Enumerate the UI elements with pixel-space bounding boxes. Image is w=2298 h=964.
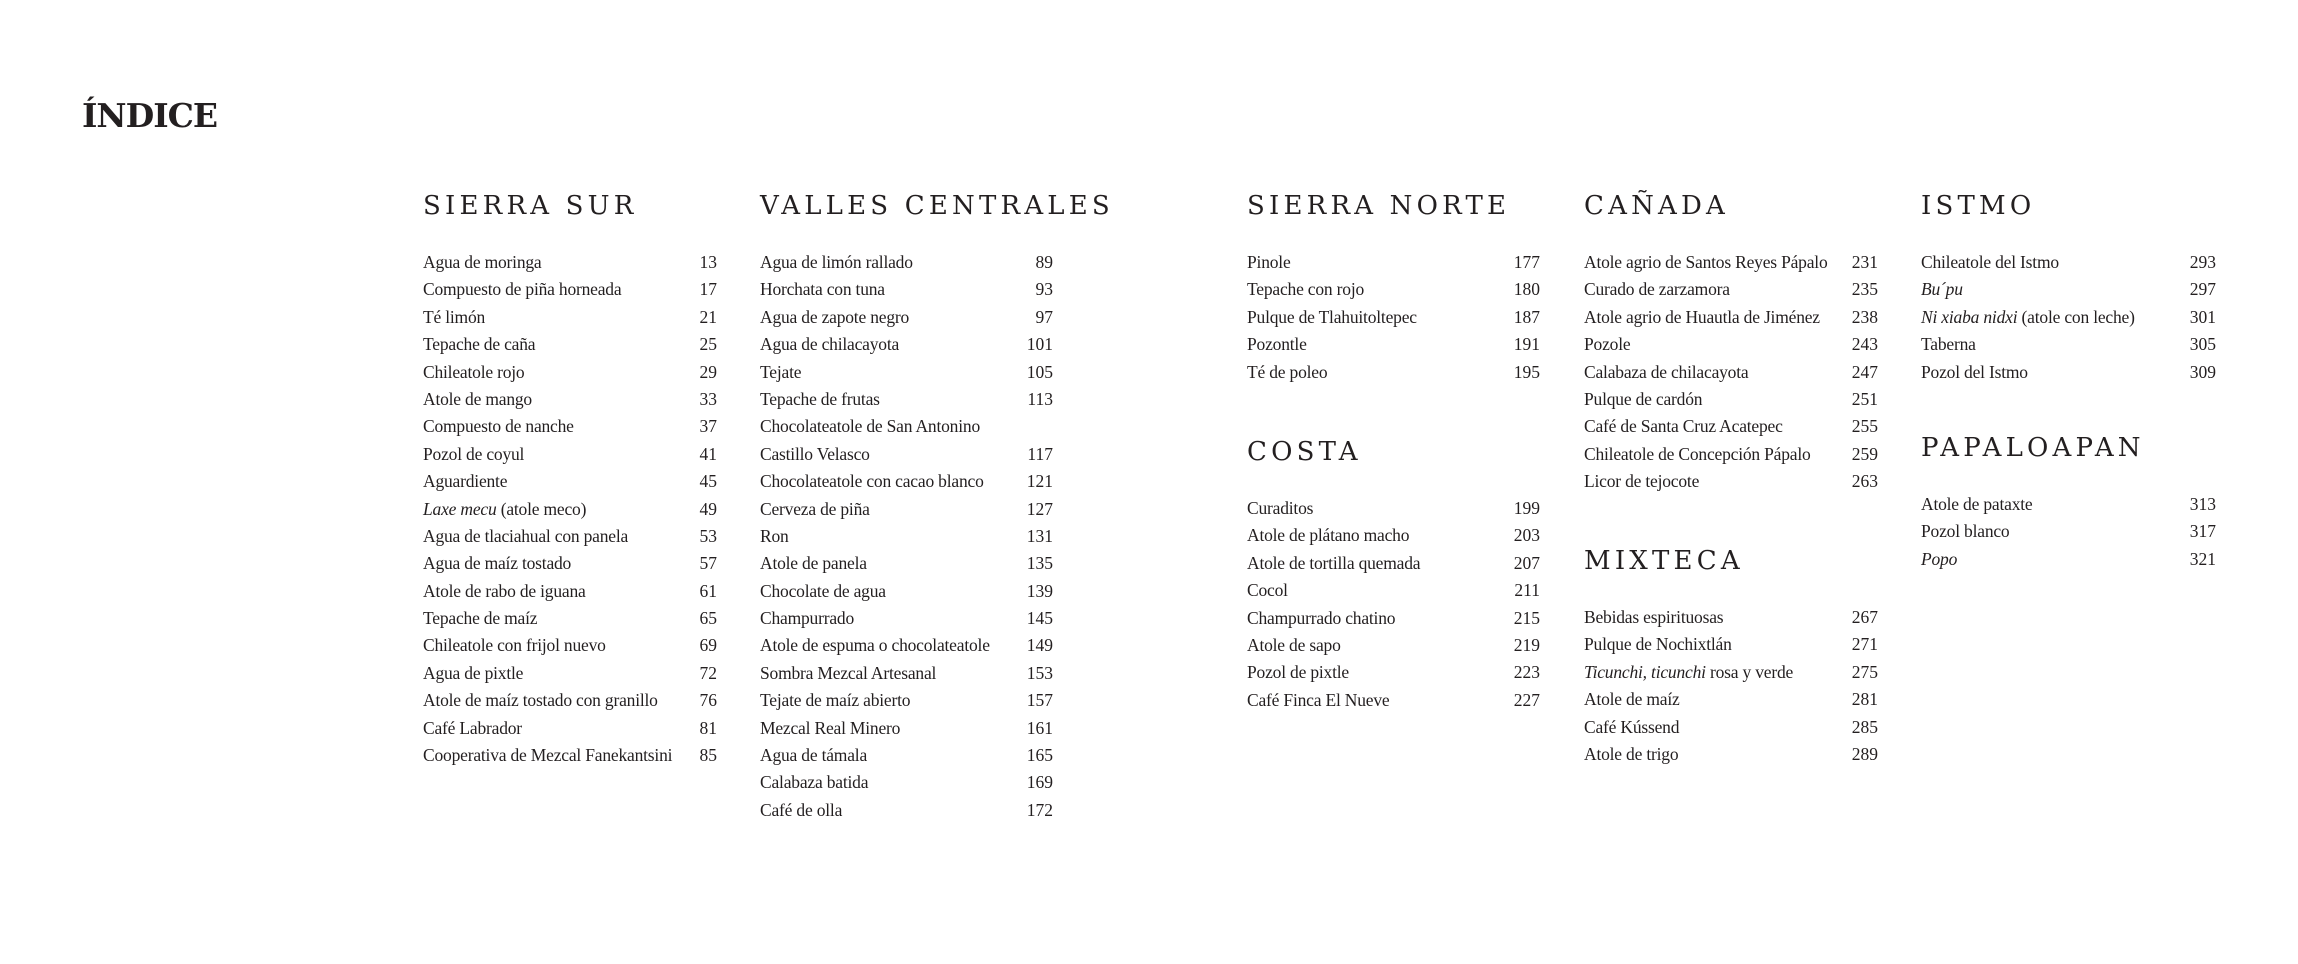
entry-page-number: 180	[1513, 279, 1540, 300]
entry-page-number: 203	[1513, 525, 1540, 546]
index-entry	[760, 413, 1053, 440]
entry-page-number: 211	[1514, 580, 1540, 601]
entry-title: Ron	[760, 525, 789, 546]
index-entry	[423, 249, 717, 276]
entry-title: Chileatole de Concepción Pápalo	[1584, 443, 1811, 464]
entry-title: Tepache de caña	[423, 334, 536, 355]
entry-title: Café Kússend	[1584, 716, 1680, 737]
index-entry	[1247, 249, 1540, 276]
index-entry	[1584, 331, 1878, 358]
entry-title-rest: (atole meco)	[496, 498, 587, 519]
index-entry	[1247, 687, 1540, 714]
entry-page-number: 275	[1851, 661, 1878, 682]
entry-title: Taberna	[1921, 334, 1976, 355]
entry-title: Pulque de Tlahuitoltepec	[1247, 306, 1417, 327]
entry-title: Chileatole rojo	[423, 361, 525, 382]
entry-page-number: 29	[699, 361, 717, 382]
entry-title: Pozol de coyul	[423, 443, 525, 464]
index-entry	[1584, 304, 1878, 331]
entry-title: Atole agrio de Santos Reyes Pápalo	[1584, 252, 1828, 272]
index-entry	[1247, 359, 1540, 386]
entry-title: Café Finca El Nueve	[1247, 689, 1390, 710]
entry-page-number: 321	[2189, 548, 2216, 569]
entry-page-number: 301	[2189, 306, 2216, 327]
index-entry	[1247, 276, 1540, 303]
entry-page-number: 313	[2189, 494, 2216, 514]
entry-title: Tepache con rojo	[1247, 279, 1365, 300]
entry-title: Agua de tlaciahual con panela	[423, 525, 629, 546]
entry-page-number: 97	[1035, 306, 1053, 327]
entry-title: Chileatole con frijol nuevo	[423, 635, 606, 656]
entry-page-number: 135	[1026, 553, 1053, 574]
index-entry	[1247, 304, 1540, 331]
entry-page-number: 235	[1851, 279, 1878, 300]
entry-title: Pulque de cardón	[1584, 388, 1703, 409]
entry-page-number: 231	[1851, 252, 1878, 272]
entry-title: Calabaza de chilacayota	[1584, 361, 1749, 382]
index-entry	[423, 660, 717, 687]
entry-page-number: 93	[1035, 279, 1053, 300]
entry-page-number: 223	[1513, 662, 1540, 683]
entry-page-number: 105	[1026, 361, 1053, 382]
entry-page-number: 41	[699, 443, 717, 464]
index-entry	[1584, 686, 1878, 713]
entry-page-number: 263	[1851, 471, 1878, 492]
entry-title: Chileatole del Istmo	[1921, 252, 2059, 272]
entry-page-number: 238	[1851, 306, 1878, 327]
index-entry	[760, 304, 1053, 331]
entry-page-number: 131	[1026, 525, 1053, 546]
entry-title: Pozole	[1584, 334, 1631, 355]
entry-list	[1247, 495, 1540, 714]
section-canada	[1584, 188, 1878, 496]
index-entry	[423, 468, 717, 495]
index-entry	[1584, 441, 1878, 468]
entry-page-number: 207	[1513, 552, 1540, 573]
entry-title: Té limón	[423, 306, 486, 327]
entry-page-number: 169	[1026, 772, 1053, 793]
index-entry	[423, 276, 717, 303]
entry-list	[1921, 491, 2216, 573]
entry-page-number: 195	[1513, 361, 1540, 382]
entry-title-italic: Bu´pu	[1921, 279, 1963, 300]
index-entry	[1584, 249, 1878, 276]
section-sierra-sur	[423, 188, 717, 769]
entry-page-number: 37	[699, 416, 717, 437]
index-entry	[1584, 276, 1878, 303]
entry-title: Pozol del Istmo	[1921, 361, 2028, 382]
index-entry	[423, 715, 717, 742]
section-title: MIXTECA	[1584, 546, 1744, 576]
index-entry	[760, 359, 1053, 386]
entry-page-number: 289	[1851, 743, 1878, 764]
section-istmo	[1921, 188, 2216, 386]
entry-title: Licor de tejocote	[1584, 471, 1700, 492]
index-entry	[1584, 631, 1878, 658]
entry-title: Atole de plátano macho	[1247, 525, 1410, 546]
index-entry	[1921, 331, 2216, 358]
section-title: VALLES CENTRALES	[760, 191, 1114, 221]
entry-title: Atole de mango	[423, 388, 532, 409]
index-entry	[1584, 359, 1878, 386]
entry-title	[1584, 659, 1793, 686]
index-entry	[760, 468, 1053, 495]
index-entry	[1921, 546, 2216, 573]
entry-page-number: 317	[2189, 521, 2216, 542]
entry-title: Pozol de pixtle	[1247, 662, 1349, 683]
index-entry	[423, 578, 717, 605]
section-costa	[1247, 434, 1540, 714]
index-entry	[1247, 331, 1540, 358]
entry-list	[1921, 249, 2216, 386]
entry-page-number: 81	[699, 717, 717, 738]
section-title: SIERRA NORTE	[1247, 191, 1511, 221]
entry-page-number: 297	[2189, 279, 2216, 300]
entry-title: Tepache de frutas	[760, 388, 880, 409]
entry-title: Pozol blanco	[1921, 521, 2010, 542]
index-entry	[760, 249, 1053, 276]
entry-page-number: 153	[1026, 662, 1053, 683]
entry-page-number: 305	[2189, 334, 2216, 355]
index-entry	[760, 632, 1053, 659]
entry-page-number: 17	[699, 279, 717, 300]
page-title: ÍNDICE	[82, 96, 218, 135]
entry-page-number: 199	[1513, 498, 1540, 518]
entry-page-number: 157	[1026, 690, 1053, 711]
entry-page-number: 255	[1851, 416, 1878, 437]
entry-page-number: 215	[1513, 607, 1540, 628]
entry-page-number: 149	[1026, 635, 1053, 656]
entry-title: Atole de espuma o chocolateatole	[760, 635, 990, 656]
entry-page-number: 117	[1027, 443, 1053, 464]
entry-page-number: 172	[1026, 799, 1053, 820]
entry-page-number: 251	[1851, 388, 1878, 409]
index-entry	[423, 742, 717, 769]
entry-page-number: 13	[699, 252, 717, 272]
entry-title: Curado de zarzamora	[1584, 279, 1730, 300]
index-entry	[423, 386, 717, 413]
entry-page-number: 187	[1513, 306, 1540, 327]
entry-page-number: 227	[1513, 689, 1540, 710]
index-entry	[1247, 495, 1540, 522]
index-entry	[423, 496, 717, 523]
entry-title-italic: Ni xiaba nidxi	[1921, 306, 2018, 327]
entry-page-number: 271	[1851, 634, 1878, 655]
entry-page-number: 21	[699, 306, 717, 327]
entry-title: Mezcal Real Minero	[760, 717, 901, 738]
entry-page-number: 191	[1513, 334, 1540, 355]
entry-title: Café de olla	[760, 799, 843, 820]
index-entry	[423, 632, 717, 659]
entry-title: Calabaza batida	[760, 772, 869, 793]
section-papaloapan	[1921, 430, 2216, 573]
entry-page-number: 65	[699, 608, 717, 629]
index-entry	[423, 687, 717, 714]
entry-page-number: 76	[699, 690, 717, 711]
entry-page-number: 293	[2189, 252, 2216, 272]
entry-list	[1584, 604, 1878, 768]
entry-title: Champurrado chatino	[1247, 607, 1396, 628]
entry-title: Agua de limón rallado	[760, 252, 913, 272]
index-entry	[423, 413, 717, 440]
entry-title: Atole de trigo	[1584, 743, 1679, 764]
entry-title: Atole de pataxte	[1921, 494, 2033, 514]
entry-title: Bebidas espirituosas	[1584, 607, 1724, 627]
entry-title: Compuesto de piña horneada	[423, 279, 622, 300]
index-entry	[760, 441, 1053, 468]
index-entry	[760, 715, 1053, 742]
entry-title: Tejate	[760, 361, 802, 382]
index-entry	[760, 687, 1053, 714]
entry-title-italic: Laxe mecu	[423, 498, 497, 519]
index-entry	[760, 550, 1053, 577]
index-entry	[1247, 522, 1540, 549]
entry-title: Chocolateatole de San Antonino	[760, 416, 980, 437]
entry-title: Atole de tortilla quemada	[1247, 552, 1421, 573]
index-entry	[1247, 659, 1540, 686]
entry-page-number: 177	[1513, 252, 1540, 272]
index-entry	[760, 276, 1053, 303]
entry-title: Agua de támala	[760, 745, 868, 766]
index-entry	[760, 523, 1053, 550]
index-entry	[1921, 304, 2216, 331]
entry-title: Cocol	[1247, 580, 1288, 601]
entry-title: Atole de maíz tostado con granillo	[423, 690, 658, 711]
entry-title: Tepache de maíz	[423, 608, 538, 629]
entry-page-number: 72	[699, 662, 717, 683]
entry-page-number: 69	[699, 635, 717, 656]
section-mixteca	[1584, 543, 1878, 768]
entry-page-number: 85	[699, 745, 717, 766]
section-valles-centrales	[760, 188, 1114, 824]
index-entry	[1584, 659, 1878, 686]
entry-title: Café de Santa Cruz Acatepec	[1584, 416, 1783, 437]
index-entry	[1584, 386, 1878, 413]
index-entry	[423, 331, 717, 358]
entry-list	[1584, 249, 1878, 496]
entry-page-number: 113	[1027, 388, 1053, 409]
entry-title: Chocolateatole con cacao blanco	[760, 471, 984, 492]
entry-title: Pozontle	[1247, 334, 1307, 355]
index-entry	[760, 797, 1053, 824]
entry-title: Atole agrio de Huautla de Jiménez	[1584, 306, 1820, 327]
entry-page-number: 139	[1026, 580, 1053, 601]
index-entry	[760, 386, 1053, 413]
index-entry	[760, 742, 1053, 769]
entry-title	[1921, 546, 1957, 573]
entry-page-number: 247	[1851, 361, 1878, 382]
entry-title: Pinole	[1247, 252, 1291, 272]
index-entry	[760, 769, 1053, 796]
entry-page-number: 45	[699, 471, 717, 492]
entry-title: Atole de panela	[760, 553, 867, 574]
entry-title: Pulque de Nochixtlán	[1584, 634, 1732, 655]
entry-page-number: 165	[1026, 745, 1053, 766]
entry-page-number: 53	[699, 525, 717, 546]
index-entry	[760, 331, 1053, 358]
entry-title-italic: Popo	[1921, 548, 1958, 569]
entry-page-number: 25	[699, 334, 717, 355]
entry-page-number: 61	[699, 580, 717, 601]
entry-page-number: 259	[1851, 443, 1878, 464]
index-entry	[1584, 604, 1878, 631]
entry-page-number: 49	[699, 498, 717, 519]
index-entry	[423, 304, 717, 331]
index-entry	[423, 550, 717, 577]
entry-page-number: 285	[1851, 716, 1878, 737]
index-entry	[1921, 359, 2216, 386]
index-entry	[1247, 605, 1540, 632]
entry-list	[1247, 249, 1540, 386]
index-entry	[423, 523, 717, 550]
index-entry	[1247, 577, 1540, 604]
entry-title	[1921, 276, 1963, 303]
entry-title: Champurrado	[760, 608, 855, 629]
entry-title-rest: rosa y verde	[1705, 661, 1794, 682]
entry-title: Horchata con tuna	[760, 279, 885, 300]
entry-page-number: 219	[1513, 634, 1540, 655]
index-entry	[1921, 491, 2216, 518]
entry-title: Cooperativa de Mezcal Fanekantsini	[423, 745, 673, 766]
entry-title: Chocolate de agua	[760, 580, 886, 601]
index-entry	[760, 578, 1053, 605]
index-entry	[760, 605, 1053, 632]
entry-page-number: 89	[1035, 252, 1053, 272]
section-title: CAÑADA	[1584, 191, 1730, 221]
entry-page-number: 57	[699, 553, 717, 574]
entry-list	[760, 249, 1053, 824]
entry-title: Agua de pixtle	[423, 662, 524, 683]
entry-title: Café Labrador	[423, 717, 522, 738]
section-title: SIERRA SUR	[423, 191, 638, 221]
entry-title	[423, 496, 586, 523]
index-entry	[423, 441, 717, 468]
entry-page-number: 121	[1026, 471, 1053, 492]
entry-title: Atole de maíz	[1584, 689, 1680, 710]
entry-title	[1921, 304, 2135, 331]
entry-title: Agua de chilacayota	[760, 334, 900, 355]
section-title: PAPALOAPAN	[1921, 433, 2145, 463]
entry-page-number: 127	[1026, 498, 1053, 519]
section-title: COSTA	[1247, 437, 1362, 467]
entry-title: Agua de maíz tostado	[423, 553, 572, 574]
entry-page-number: 267	[1851, 607, 1878, 627]
entry-title: Atole de rabo de iguana	[423, 580, 586, 601]
section-title: ISTMO	[1921, 191, 2036, 221]
entry-title: Agua de moringa	[423, 252, 542, 272]
entry-page-number: 101	[1026, 334, 1053, 355]
section-sierra-norte	[1247, 188, 1540, 386]
entry-page-number: 33	[699, 388, 717, 409]
entry-list	[423, 249, 717, 769]
index-entry	[760, 496, 1053, 523]
entry-title: Cerveza de piña	[760, 498, 870, 519]
entry-title: Sombra Mezcal Artesanal	[760, 662, 937, 683]
entry-page-number: 309	[2189, 361, 2216, 382]
entry-title: Tejate de maíz abierto	[760, 690, 911, 711]
index-entry	[1247, 632, 1540, 659]
index-entry	[423, 605, 717, 632]
entry-title: Castillo Velasco	[760, 443, 870, 464]
entry-title: Curaditos	[1247, 498, 1314, 518]
index-entry	[1584, 468, 1878, 495]
entry-title: Compuesto de nanche	[423, 416, 574, 437]
entry-page-number: 161	[1026, 717, 1053, 738]
index-entry	[760, 660, 1053, 687]
index-entry	[1584, 413, 1878, 440]
entry-title: Agua de zapote negro	[760, 306, 910, 327]
entry-title: Aguardiente	[423, 471, 508, 492]
index-entry	[1247, 550, 1540, 577]
entry-title-italic: Ticunchi, ticunchi	[1584, 661, 1706, 682]
index-entry	[423, 359, 717, 386]
entry-title: Atole de sapo	[1247, 634, 1341, 655]
index-entry	[1584, 741, 1878, 768]
entry-page-number: 243	[1851, 334, 1878, 355]
index-entry	[1921, 249, 2216, 276]
entry-page-number: 145	[1026, 608, 1053, 629]
index-entry	[1584, 714, 1878, 741]
entry-title-rest: (atole con leche)	[2017, 306, 2135, 327]
index-entry	[1921, 518, 2216, 545]
entry-title: Té de poleo	[1247, 361, 1328, 382]
index-entry	[1921, 276, 2216, 303]
entry-page-number: 281	[1851, 689, 1878, 710]
